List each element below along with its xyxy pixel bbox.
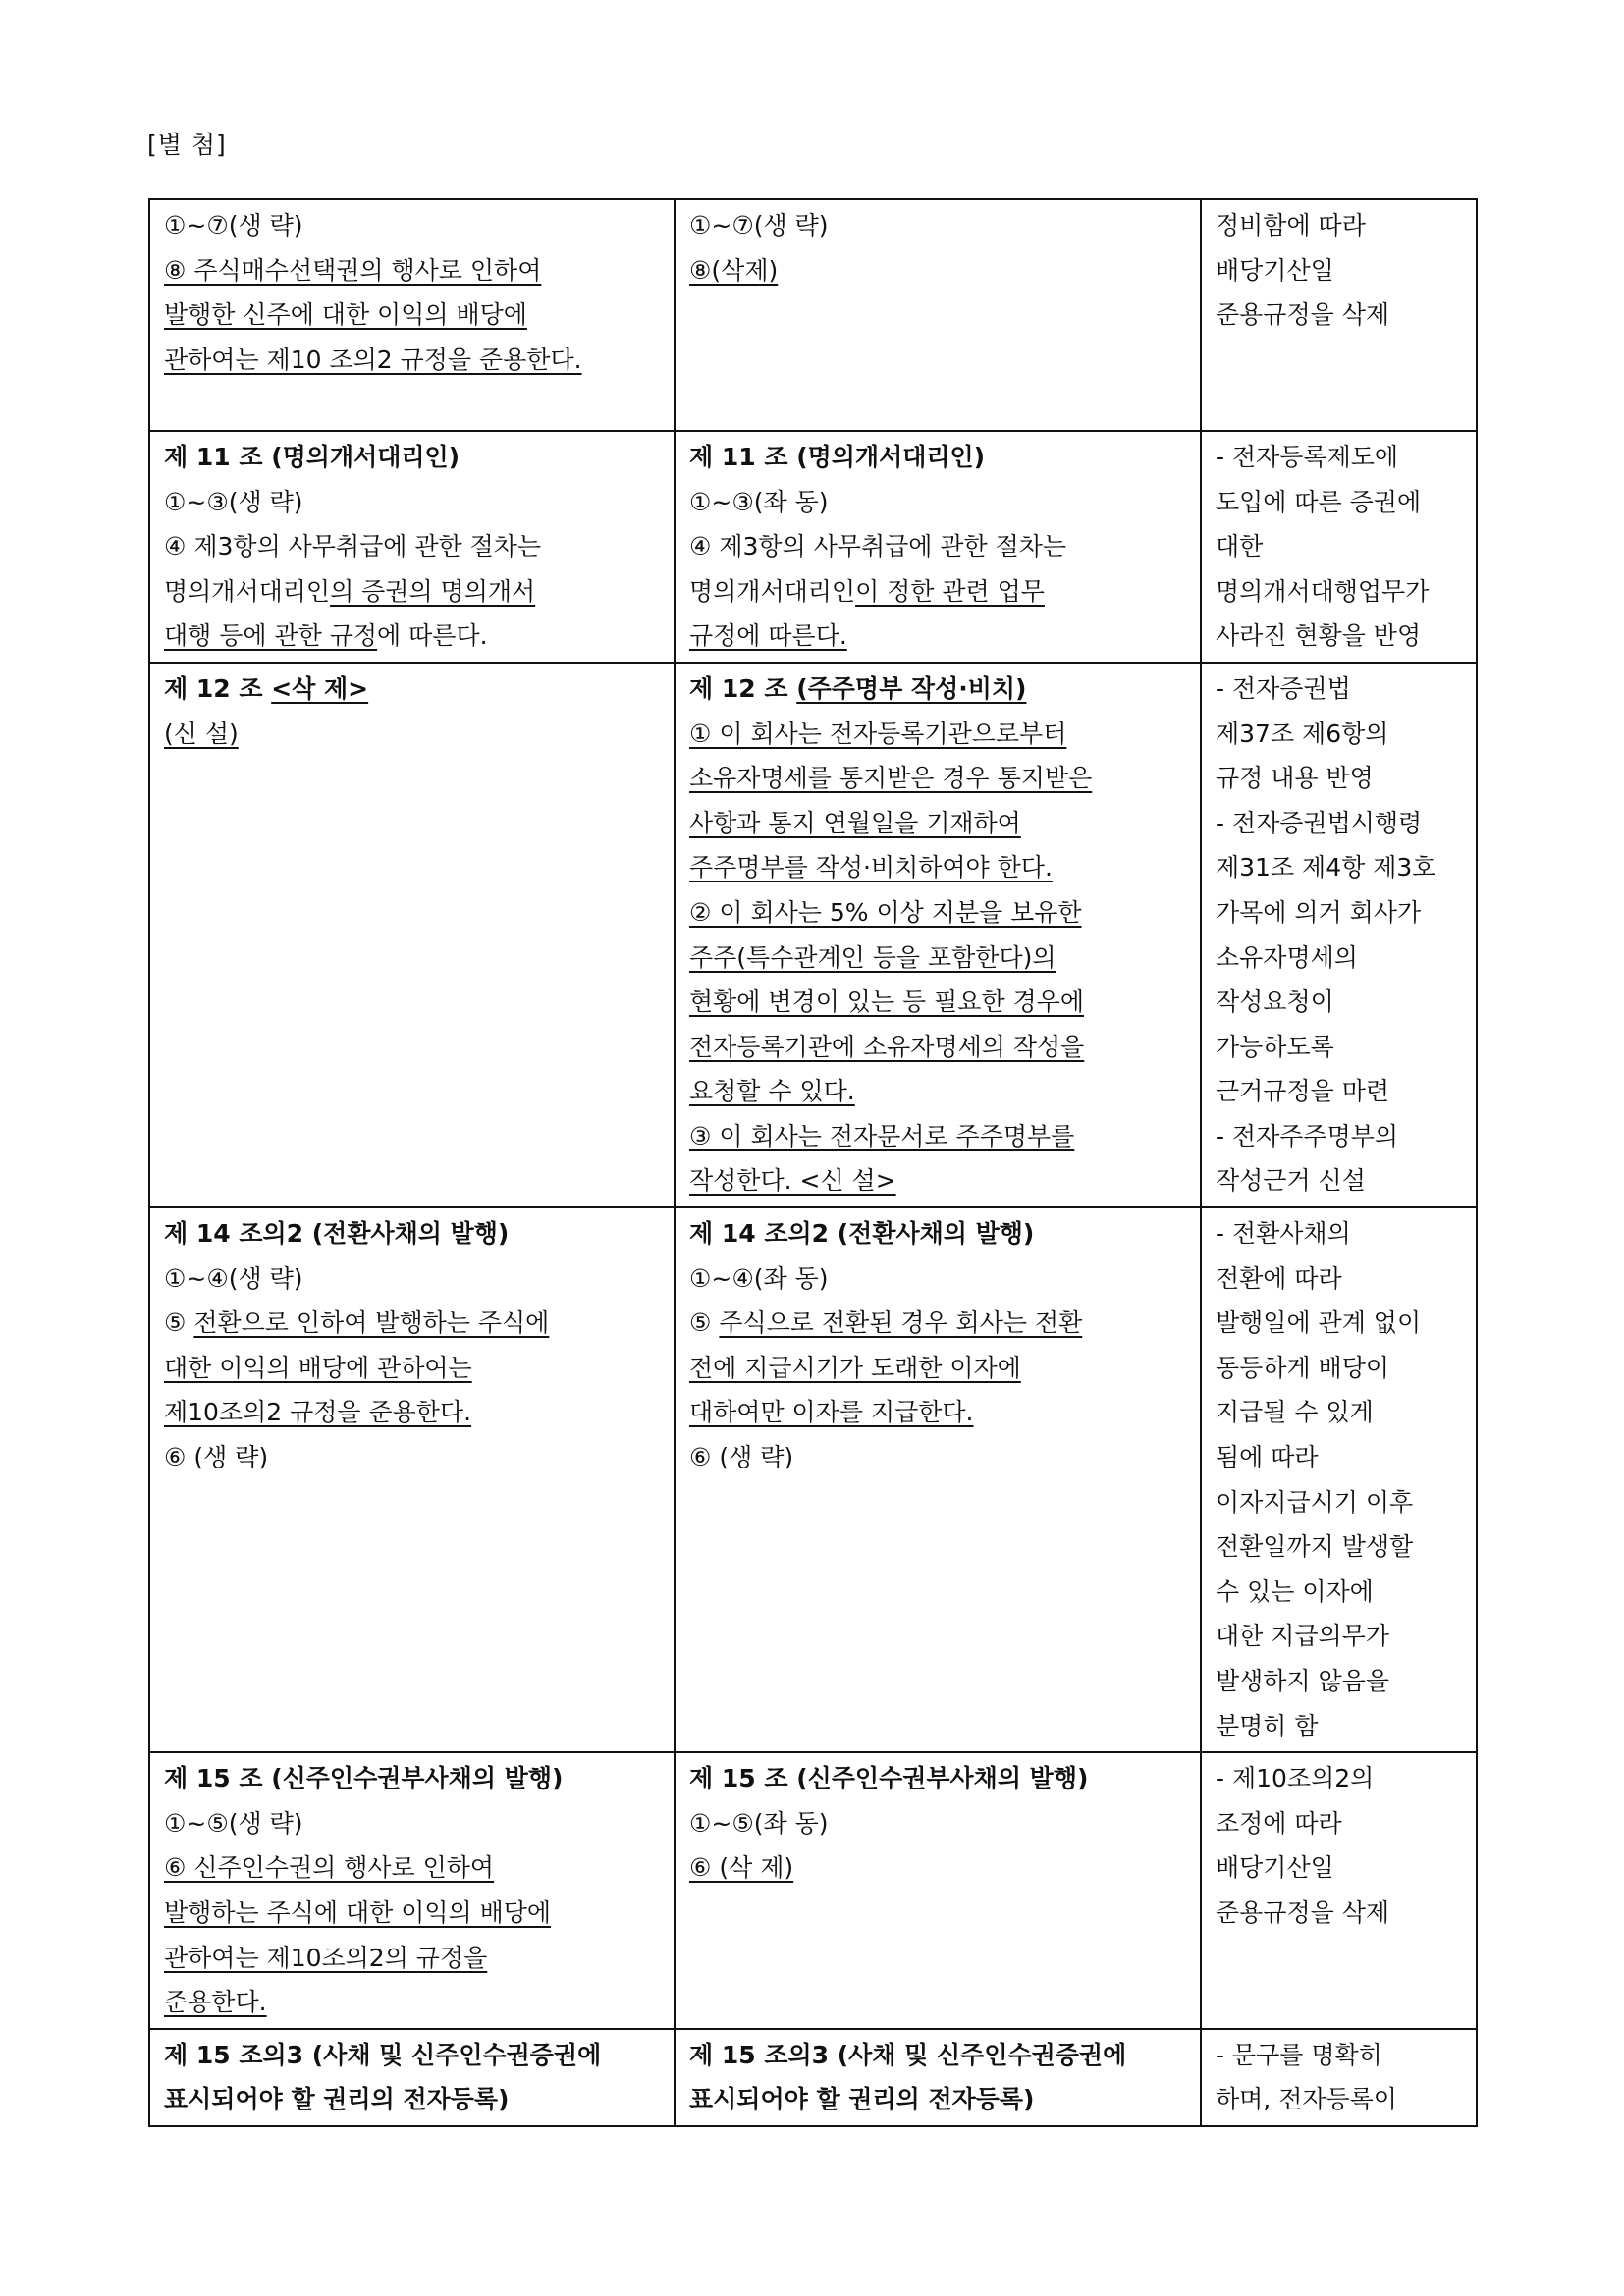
line-text: 동등하게 배당이 bbox=[1216, 1353, 1389, 1382]
line-text: - 전자주주명부의 bbox=[1216, 1121, 1399, 1150]
text-line bbox=[1216, 1301, 1464, 1346]
text-line bbox=[164, 667, 662, 712]
line-text: 배당기산일 bbox=[1216, 255, 1334, 285]
text-line bbox=[164, 1891, 662, 1936]
text-line bbox=[1216, 890, 1464, 935]
text-line bbox=[164, 1845, 662, 1891]
text-line bbox=[164, 480, 662, 525]
amended-article-cell bbox=[675, 663, 1201, 1207]
line-text: ①~④(생 략) bbox=[164, 1263, 303, 1293]
text-line bbox=[164, 1301, 662, 1346]
line-text: 정비함에 따라 bbox=[1216, 211, 1366, 240]
line-text: 제 14 조의2 (전환사채의 발행) bbox=[689, 1219, 1035, 1249]
text-line bbox=[689, 801, 1188, 846]
text-line bbox=[1216, 1524, 1464, 1570]
amended-text: (신 설) bbox=[164, 719, 239, 748]
line-text: 가능하도록 bbox=[1216, 1032, 1334, 1061]
amended-text: 발행하는 주식에 대한 이익의 배당에 bbox=[164, 1897, 552, 1927]
text-line bbox=[1216, 1025, 1464, 1070]
text-line bbox=[164, 338, 662, 383]
amended-text: 규정에 따른다. bbox=[689, 621, 847, 651]
amended-text: 대하여만 이자를 지급한다. bbox=[689, 1398, 974, 1427]
text-line bbox=[1216, 203, 1464, 248]
text-line bbox=[689, 712, 1188, 757]
line-text: 이자지급시기 이후 bbox=[1216, 1487, 1414, 1517]
text-line bbox=[164, 569, 662, 614]
line-text: ①~⑤(좌 동) bbox=[689, 1808, 829, 1838]
text-line bbox=[164, 1936, 662, 1981]
text-line bbox=[689, 435, 1188, 480]
text-line bbox=[689, 1025, 1188, 1070]
line-text: - 전환사채의 bbox=[1216, 1219, 1351, 1249]
text-line bbox=[689, 1801, 1188, 1846]
line-text: 작성근거 신설 bbox=[1216, 1166, 1366, 1196]
line-text: 제 15 조의3 (사채 및 신주인수권증권에 bbox=[164, 2040, 602, 2069]
amended-text: ② 이 회사는 5% 이상 지분을 보유한 bbox=[689, 897, 1082, 927]
current-article-cell bbox=[149, 1207, 675, 1752]
reason-cell bbox=[1201, 1207, 1477, 1752]
text-line bbox=[1216, 614, 1464, 659]
line-text: ①~③(생 략) bbox=[164, 487, 303, 516]
line-text: 전환에 따라 bbox=[1216, 1263, 1342, 1293]
amended-text: ⑧(삭제) bbox=[689, 255, 779, 285]
amended-article-cell bbox=[675, 1207, 1201, 1752]
current-article-cell bbox=[149, 1752, 675, 2029]
table-row bbox=[149, 199, 1477, 431]
line-prefix: 제 12 조 bbox=[689, 673, 797, 703]
text-line bbox=[164, 1390, 662, 1435]
amended-text: ⑥ 신주인수권의 행사로 인하여 bbox=[164, 1853, 495, 1883]
text-line bbox=[689, 1069, 1188, 1114]
text-line bbox=[689, 248, 1188, 294]
amended-text: 의 증권의 명의개서 bbox=[330, 576, 536, 606]
amended-text: 대행 등에 관한 규정 bbox=[164, 621, 378, 651]
text-line bbox=[1216, 293, 1464, 338]
text-line bbox=[164, 1211, 662, 1256]
text-line bbox=[689, 980, 1188, 1025]
reason-cell bbox=[1201, 2029, 1477, 2126]
current-article-cell bbox=[149, 199, 675, 431]
text-line bbox=[689, 203, 1188, 248]
line-text: 제 15 조 (신주인수권부사채의 발행) bbox=[689, 1764, 1089, 1793]
line-text: ①~⑦(생 략) bbox=[689, 211, 829, 240]
text-line bbox=[1216, 1256, 1464, 1302]
amended-article-cell bbox=[675, 2029, 1201, 2126]
text-line bbox=[689, 667, 1188, 712]
line-text: 제 15 조 (신주인수권부사채의 발행) bbox=[164, 1764, 564, 1793]
line-text: ⑥ (생 략) bbox=[164, 1443, 269, 1472]
amended-article-cell bbox=[675, 431, 1201, 663]
text-line bbox=[164, 203, 662, 248]
text-line bbox=[689, 1211, 1188, 1256]
text-line bbox=[1216, 1614, 1464, 1659]
text-line bbox=[1216, 435, 1464, 480]
line-text: 제 14 조의2 (전환사채의 발행) bbox=[164, 1219, 510, 1249]
text-line bbox=[1216, 1435, 1464, 1480]
text-line bbox=[1216, 845, 1464, 890]
line-text: 준용규정을 삭제 bbox=[1216, 300, 1389, 330]
table-row bbox=[149, 1207, 1477, 1752]
text-line bbox=[689, 845, 1188, 890]
text-line bbox=[164, 435, 662, 480]
text-line bbox=[1216, 1756, 1464, 1801]
text-line bbox=[164, 248, 662, 294]
line-text: - 전자증권법시행령 bbox=[1216, 808, 1423, 837]
line-text: ①~③(좌 동) bbox=[689, 487, 829, 516]
amended-text: 이 정한 관련 업무 bbox=[855, 576, 1045, 606]
text-line bbox=[689, 480, 1188, 525]
text-line bbox=[1216, 801, 1464, 846]
attachment-label: [별 첨] bbox=[147, 131, 227, 159]
amended-text: ③ 이 회사는 전자문서로 주주명부를 bbox=[689, 1121, 1075, 1150]
text-line bbox=[1216, 1480, 1464, 1525]
line-text: 하며, 전자등록이 bbox=[1216, 2085, 1397, 2114]
reason-cell bbox=[1201, 1752, 1477, 2029]
text-line bbox=[689, 935, 1188, 981]
line-text: 대한 지급의무가 bbox=[1216, 1622, 1389, 1651]
line-text: 지급될 수 있게 bbox=[1216, 1398, 1374, 1427]
line-text: ①~④(좌 동) bbox=[689, 1263, 829, 1293]
text-line bbox=[164, 524, 662, 569]
amended-text: 발행한 신주에 대한 이익의 배당에 bbox=[164, 300, 527, 330]
table-row bbox=[149, 663, 1477, 1207]
amended-text: 주주명부를 작성·비치하여야 한다. bbox=[689, 853, 1053, 882]
amended-text: 요청할 수 있다. bbox=[689, 1077, 855, 1106]
line-text: 표시되어야 할 권리의 전자등록) bbox=[689, 2085, 1035, 2114]
line-text: 명의개서대행업무가 bbox=[1216, 576, 1430, 606]
amended-text: 전환으로 인하여 발행하는 주식에 bbox=[193, 1308, 550, 1338]
text-line bbox=[1216, 1659, 1464, 1704]
line-text: 제 15 조의3 (사채 및 신주인수권증권에 bbox=[689, 2040, 1127, 2069]
text-line bbox=[689, 524, 1188, 569]
line-text: - 전자증권법 bbox=[1216, 673, 1351, 703]
amended-text: ⑥ (삭 제) bbox=[689, 1853, 794, 1883]
text-line bbox=[689, 756, 1188, 801]
line-text: 제37조 제6항의 bbox=[1216, 719, 1389, 748]
amended-text: 준용한다. bbox=[164, 1988, 267, 2017]
line-text: 제 11 조 (명의개서대리인) bbox=[164, 442, 460, 471]
amendment-comparison-table bbox=[148, 198, 1478, 2127]
text-line bbox=[164, 2077, 662, 2122]
line-text: 분명히 함 bbox=[1216, 1711, 1319, 1740]
text-line bbox=[1216, 1570, 1464, 1615]
text-line bbox=[689, 1114, 1188, 1159]
text-line bbox=[689, 614, 1188, 659]
text-line bbox=[1216, 524, 1464, 569]
text-line bbox=[1216, 1390, 1464, 1435]
text-line bbox=[164, 2033, 662, 2078]
amended-text: <삭 제> bbox=[271, 673, 369, 703]
line-text: 전환일까지 발생할 bbox=[1216, 1532, 1414, 1562]
line-text: 발생하지 않음을 bbox=[1216, 1667, 1389, 1695]
text-line bbox=[164, 1980, 662, 2025]
text-line bbox=[164, 1801, 662, 1846]
amended-text: 전에 지급시기가 도래한 이자에 bbox=[689, 1353, 1021, 1382]
amended-text: 주식으로 전환된 경우 회사는 전환 bbox=[719, 1308, 1083, 1338]
current-article-cell bbox=[149, 2029, 675, 2126]
table-row bbox=[149, 1752, 1477, 2029]
current-article-cell bbox=[149, 663, 675, 1207]
text-line bbox=[689, 1845, 1188, 1891]
line-text: 조정에 따라 bbox=[1216, 1808, 1342, 1838]
text-line bbox=[1216, 980, 1464, 1025]
line-text: 됨에 따라 bbox=[1216, 1443, 1319, 1472]
line-text: ⑥ (생 략) bbox=[689, 1443, 794, 1472]
text-line bbox=[1216, 667, 1464, 712]
text-line bbox=[1216, 569, 1464, 614]
text-line bbox=[689, 890, 1188, 935]
text-line bbox=[164, 712, 662, 757]
line-text: 대한 bbox=[1216, 532, 1264, 561]
amended-text: 현황에 변경이 있는 등 필요한 경우에 bbox=[689, 988, 1084, 1017]
amended-text: 작성한다. <신 설> bbox=[689, 1166, 896, 1196]
line-text: 사라진 현황을 반영 bbox=[1216, 621, 1422, 651]
line-text: 제 11 조 (명의개서대리인) bbox=[689, 442, 986, 471]
text-line bbox=[689, 1256, 1188, 1302]
line-text: 작성요청이 bbox=[1216, 988, 1334, 1017]
text-line bbox=[689, 1346, 1188, 1391]
text-line bbox=[1216, 480, 1464, 525]
line-text: - 제10조의2의 bbox=[1216, 1764, 1375, 1793]
text-line bbox=[1216, 1069, 1464, 1114]
text-line bbox=[1216, 2033, 1464, 2078]
text-line bbox=[164, 1435, 662, 1480]
text-line bbox=[1216, 1704, 1464, 1749]
text-line bbox=[1216, 756, 1464, 801]
text-line bbox=[689, 2033, 1188, 2078]
text-line bbox=[689, 1756, 1188, 1801]
text-line bbox=[164, 1756, 662, 1801]
line-text: ④ 제3항의 사무취급에 관한 절차는 bbox=[689, 532, 1067, 561]
line-text: 표시되어야 할 권리의 전자등록) bbox=[164, 2085, 510, 2114]
line-text: 발행일에 관계 없이 bbox=[1216, 1308, 1422, 1338]
line-prefix: 명의개서대리인 bbox=[689, 576, 856, 606]
amended-text: 주주(특수관계인 등을 포함한다)의 bbox=[689, 942, 1056, 972]
amended-text: 제10조의2 규정을 준용한다. bbox=[164, 1398, 472, 1427]
line-prefix: 명의개서대리인 bbox=[164, 576, 331, 606]
table-row bbox=[149, 2029, 1477, 2126]
text-line bbox=[1216, 712, 1464, 757]
text-line bbox=[1216, 1801, 1464, 1846]
line-text: - 문구를 명확히 bbox=[1216, 2040, 1382, 2069]
text-line bbox=[689, 1390, 1188, 1435]
text-line bbox=[164, 614, 662, 659]
amended-text: 소유자명세를 통지받은 경우 통지받은 bbox=[689, 764, 1093, 793]
amended-text: (주주명부 작성·비치) bbox=[796, 673, 1027, 703]
line-text: ①~⑦(생 략) bbox=[164, 211, 303, 240]
line-prefix: 제 12 조 bbox=[164, 673, 272, 703]
text-line bbox=[689, 1301, 1188, 1346]
amended-text: ① 이 회사는 전자등록기관으로부터 bbox=[689, 719, 1067, 748]
text-line bbox=[1216, 248, 1464, 294]
line-text: ④ 제3항의 사무취급에 관한 절차는 bbox=[164, 532, 542, 561]
line-suffix: 에 따른다. bbox=[377, 621, 488, 651]
text-line bbox=[1216, 1114, 1464, 1159]
line-text: 근거규정을 마련 bbox=[1216, 1077, 1389, 1106]
amended-text: ⑧ 주식매수선택권의 행사로 인하여 bbox=[164, 255, 542, 285]
line-text: 제31조 제4항 제3호 bbox=[1216, 853, 1436, 882]
line-text: 준용규정을 삭제 bbox=[1216, 1897, 1389, 1927]
line-text: 규정 내용 반영 bbox=[1216, 764, 1374, 793]
line-prefix: ⑤ bbox=[164, 1308, 194, 1338]
current-article-cell bbox=[149, 431, 675, 663]
amended-article-cell bbox=[675, 199, 1201, 431]
text-line bbox=[1216, 1845, 1464, 1891]
line-text: - 전자등록제도에 bbox=[1216, 442, 1399, 471]
line-prefix: ⑤ bbox=[689, 1308, 720, 1338]
amended-text: 전자등록기관에 소유자명세의 작성을 bbox=[689, 1032, 1085, 1061]
text-line bbox=[689, 1158, 1188, 1203]
reason-cell bbox=[1201, 199, 1477, 431]
amended-text: 관하여는 제10조의2의 규정을 bbox=[164, 1943, 488, 1972]
text-line bbox=[689, 569, 1188, 614]
text-line bbox=[689, 1435, 1188, 1480]
amended-article-cell bbox=[675, 1752, 1201, 2029]
reason-cell bbox=[1201, 431, 1477, 663]
text-line bbox=[1216, 1891, 1464, 1936]
line-text: 소유자명세의 bbox=[1216, 942, 1358, 972]
line-text: ①~⑤(생 략) bbox=[164, 1808, 303, 1838]
text-line bbox=[1216, 935, 1464, 981]
amended-text: 관하여는 제10 조의2 규정을 준용한다. bbox=[164, 345, 582, 374]
line-text: 수 있는 이자에 bbox=[1216, 1576, 1374, 1606]
text-line bbox=[1216, 1211, 1464, 1256]
line-text: 가목에 의거 회사가 bbox=[1216, 897, 1422, 927]
line-text: 도입에 따른 증권에 bbox=[1216, 487, 1422, 516]
text-line bbox=[164, 1256, 662, 1302]
text-line bbox=[164, 1346, 662, 1391]
text-line bbox=[164, 293, 662, 338]
reason-cell bbox=[1201, 663, 1477, 1207]
text-line bbox=[1216, 1158, 1464, 1203]
text-line bbox=[1216, 1346, 1464, 1391]
amended-text: 사항과 통지 연월일을 기재하여 bbox=[689, 808, 1021, 837]
text-line bbox=[1216, 2077, 1464, 2122]
text-line bbox=[689, 2077, 1188, 2122]
line-text: 배당기산일 bbox=[1216, 1853, 1334, 1883]
table-row bbox=[149, 431, 1477, 663]
text-line bbox=[164, 382, 662, 427]
amended-text: 대한 이익의 배당에 관하여는 bbox=[164, 1353, 472, 1382]
